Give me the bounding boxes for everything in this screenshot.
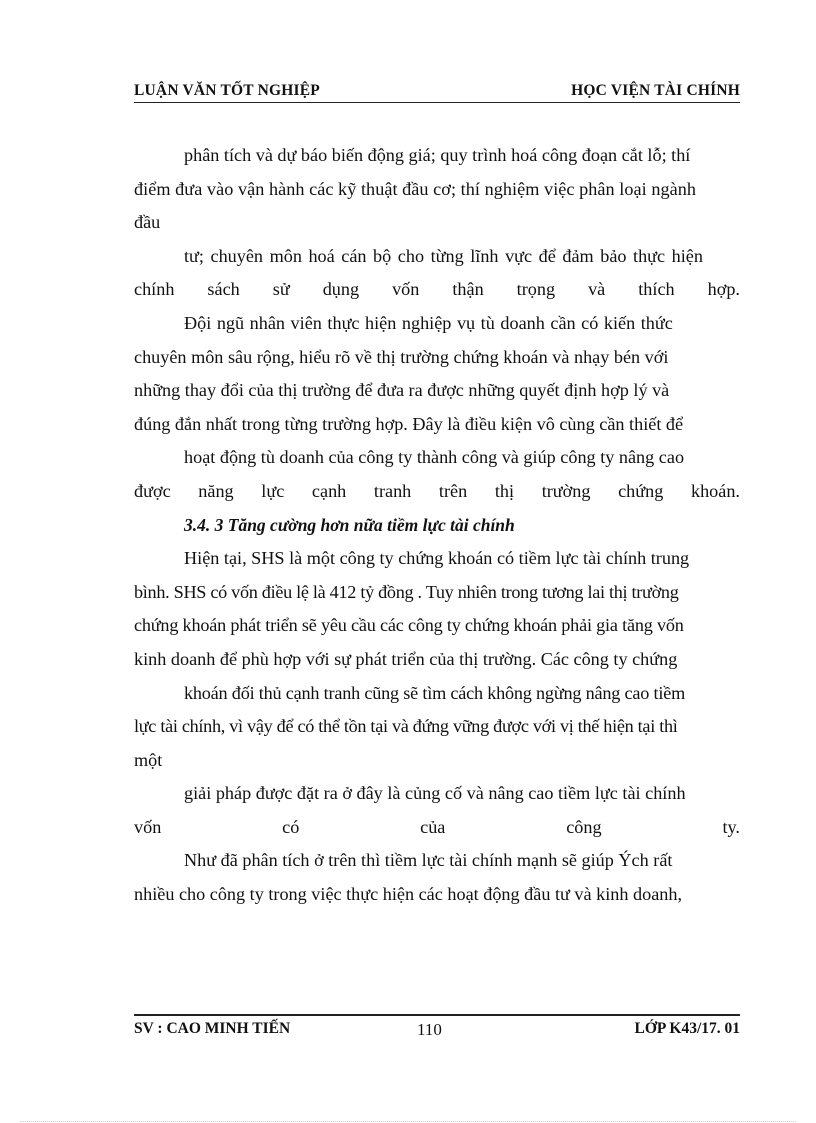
word: có <box>282 816 300 837</box>
footer-rule <box>134 1014 740 1016</box>
text-line: phân tích và dự báo biến động giá; quy trình hoá công đoạn cắt lỗ; thí <box>184 145 691 165</box>
text-line: khoán đối thủ cạnh tranh cũng sẽ tìm cách không ngừng nâng cao tiềm <box>184 682 686 703</box>
header-rule <box>134 102 740 103</box>
text-line: kinh doanh để phù hợp với sự phát triển của thị trường. Các công ty chứng <box>134 648 678 669</box>
text-line: giải pháp được đặt ra ở đây là củng cố và nâng cao tiềm lực tài chính <box>184 783 686 804</box>
page-bottom-border <box>20 1121 796 1122</box>
text-line: điểm đưa vào vận hành các kỹ thuật đầu cơ; thí nghiệm việc phân loại ngành <box>134 178 697 199</box>
word: trên <box>438 480 468 501</box>
word: thận <box>452 279 484 300</box>
text-line: một <box>134 749 163 770</box>
word: năng <box>198 480 234 501</box>
text-line: những thay đổi của thị trường để đưa ra được những quyết định hợp lý và <box>134 380 670 401</box>
word: chứng <box>618 480 664 501</box>
text-line: lực tài chính, vì vậy để có thể tồn tại và đứng vững được với vị thế hiện tại thì <box>134 716 678 737</box>
text-line: Hiện tại, SHS là một công ty chứng khoán có tiềm lực tài chính trung <box>184 548 690 569</box>
word: được <box>134 480 171 501</box>
word: tranh <box>373 480 412 501</box>
word: sử <box>272 279 290 300</box>
word: trọng <box>516 279 556 300</box>
footer-class-code: LỚP K43/17. 01 <box>634 1020 740 1037</box>
word: thích <box>638 279 675 300</box>
word: dụng <box>322 279 360 300</box>
word: công <box>566 816 602 837</box>
text-line: Đội ngũ nhân viên thực hiện nghiệp vụ tù doanh cần có kiến thức <box>184 312 673 333</box>
word: lực <box>261 480 285 501</box>
footer-student-name: SV : CAO MINH TIẾN <box>134 1020 291 1037</box>
word: và <box>588 279 606 300</box>
text-line: hoạt động tù doanh của công ty thành công và giúp công ty nâng cao <box>184 447 685 468</box>
word: cạnh <box>311 480 347 501</box>
page-footer <box>134 1020 740 1042</box>
section-heading: 3.4. 3 Tăng cường hơn nữa tiềm lực tài chính <box>184 514 515 535</box>
word: ty. <box>722 816 740 837</box>
text-line: chuyên môn sâu rộng, hiểu rõ về thị trường chứng khoán và nhạy bén với <box>134 346 669 367</box>
text-line: tư; chuyên môn hoá cán bộ cho từng lĩnh vực để đảm bảo thực hiện <box>184 245 703 266</box>
text-line: nhiều cho công ty trong việc thực hiện các hoạt động đầu tư và kinh doanh, <box>134 884 683 905</box>
justified-line <box>134 475 740 509</box>
word: chính <box>134 279 175 300</box>
word: vốn <box>392 279 420 300</box>
text-line: đúng đắn nhất trong từng trường hợp. Đây là điều kiện vô cùng cần thiết để <box>134 413 684 434</box>
word: hợp. <box>707 279 740 300</box>
header-institution: HỌC VIỆN TÀI CHÍNH <box>571 82 740 99</box>
text-line: đầu <box>134 212 161 233</box>
word: sách <box>207 279 240 300</box>
word: vốn <box>134 816 162 837</box>
justified-line <box>134 811 740 845</box>
word: trường <box>541 480 591 501</box>
text-line: chứng khoán phát triển sẽ yêu cầu các công ty chứng khoán phải gia tăng vốn <box>134 615 684 636</box>
text-line: bình. SHS có vốn điều lệ là 412 tỷ đồng . Tuy nhiên trong tương lai thị trường <box>134 581 679 602</box>
page-number: 110 <box>417 1020 442 1039</box>
justified-line <box>134 273 740 307</box>
page-header <box>134 82 740 104</box>
word: thị <box>494 480 515 501</box>
word: của <box>420 816 446 837</box>
body-text <box>134 139 740 912</box>
text-line: Như đã phân tích ở trên thì tiềm lực tài chính mạnh sẽ giúp Ých rất <box>184 850 673 871</box>
header-thesis-title: LUẬN VĂN TỐT NGHIỆP <box>134 82 320 99</box>
word: khoán. <box>690 480 740 501</box>
